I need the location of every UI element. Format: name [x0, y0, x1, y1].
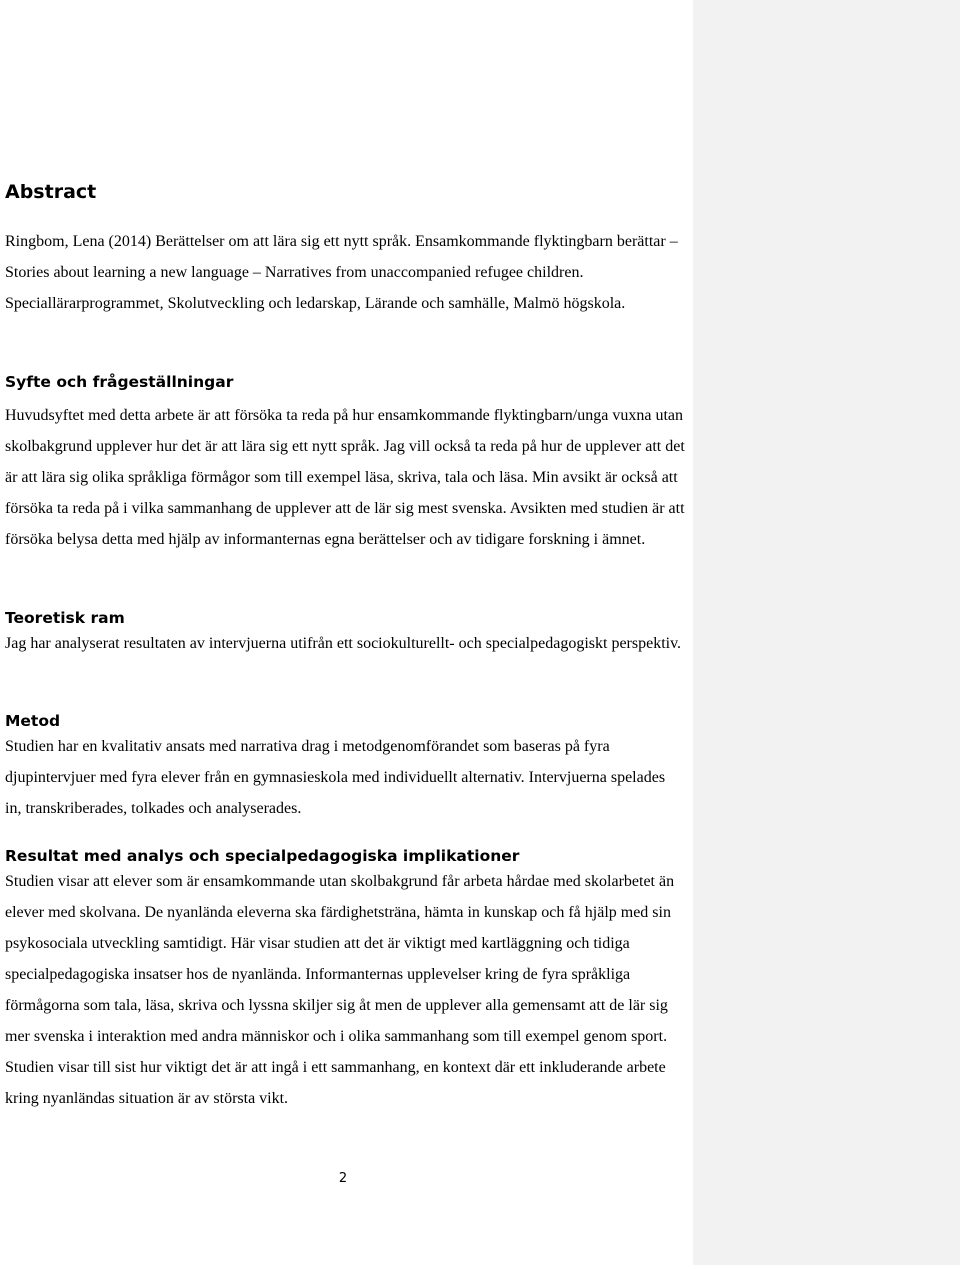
- abstract-reference: Ringbom, Lena (2014) Berättelser om att lära sig ett nytt språk. Ensamkommande flyktingbarn berättar – Stories about learning a new language – Narratives from unaccompanied refugee children. Speciallärarprogrammet, Skolutveckling och ledarskap, Lärande och samhälle, Malmö högskola.: [5, 233, 678, 312]
- paragraph-metod: Studien har en kvalitativ ansats med narrativa drag i metodgenomförandet som baseras på fyra djupintervjuer med fyra elever från en gymnasieskola med individuellt alternativ. Intervjuerna spelades in, transkriberades, tolkades och analyserades.: [5, 738, 666, 817]
- heading-resultat: Resultat med analys och specialpedagogiska implikationer: [5, 847, 520, 865]
- paragraph-syfte: Huvudsyftet med detta arbete är att försöka ta reda på hur ensamkommande flyktingbarn/unga vuxna utan skolbakgrund upplever hur det är att lära sig ett nytt språk. Jag vill också ta reda på hur de upplever att det är att lära sig olika språkliga förmågor som till exempel läsa, skriva, tala och läsa. Min avsikt är också att försöka ta reda på i vilka sammanhang de upplever att de lär sig mest svenska. Avsikten med studien är att försöka belysa detta med hjälp av informanternas egna berättelser och av tidigare forskning i ämnet.: [5, 407, 685, 548]
- paragraph-resultat: Studien visar att elever som är ensamkommande utan skolbakgrund får arbeta hårdae med skolarbetet än elever med skolvana. De nyanlända eleverna ska färdighetsträna, hämta in kunskap och få hjälp med sin psykosociala utveckling samtidigt. Här visar studien att det är viktigt med kartläggning och tidiga specialpedagogiska insatser hos de nyanlända. Informanternas upplevelser kring de fyra språkliga förmågorna som tala, läsa, skriva och lyssna skiljer sig åt men de upplever alla gemensamt att de lär sig mer svenska i interaktion med andra människor och i olika sammanhang som till exempel genom sport. Studien visar till sist hur viktigt det är att ingå i ett sammanhang, en kontext där ett inkluderande arbete kring nyanländas situation är av största vikt.: [5, 873, 675, 1107]
- abstract-title: Abstract: [5, 181, 97, 203]
- heading-syfte: Syfte och frågeställningar: [5, 373, 234, 391]
- heading-teoretisk-ram: Teoretisk ram: [5, 609, 125, 627]
- paragraph-teoretisk-ram: Jag har analyserat resultaten av intervjuerna utifrån ett sociokulturellt- och specialpedagogiskt perspektiv.: [5, 635, 682, 652]
- heading-metod: Metod: [5, 712, 61, 730]
- comment-margin-pane: [693, 0, 960, 1265]
- page-number: 2: [338, 1171, 348, 1186]
